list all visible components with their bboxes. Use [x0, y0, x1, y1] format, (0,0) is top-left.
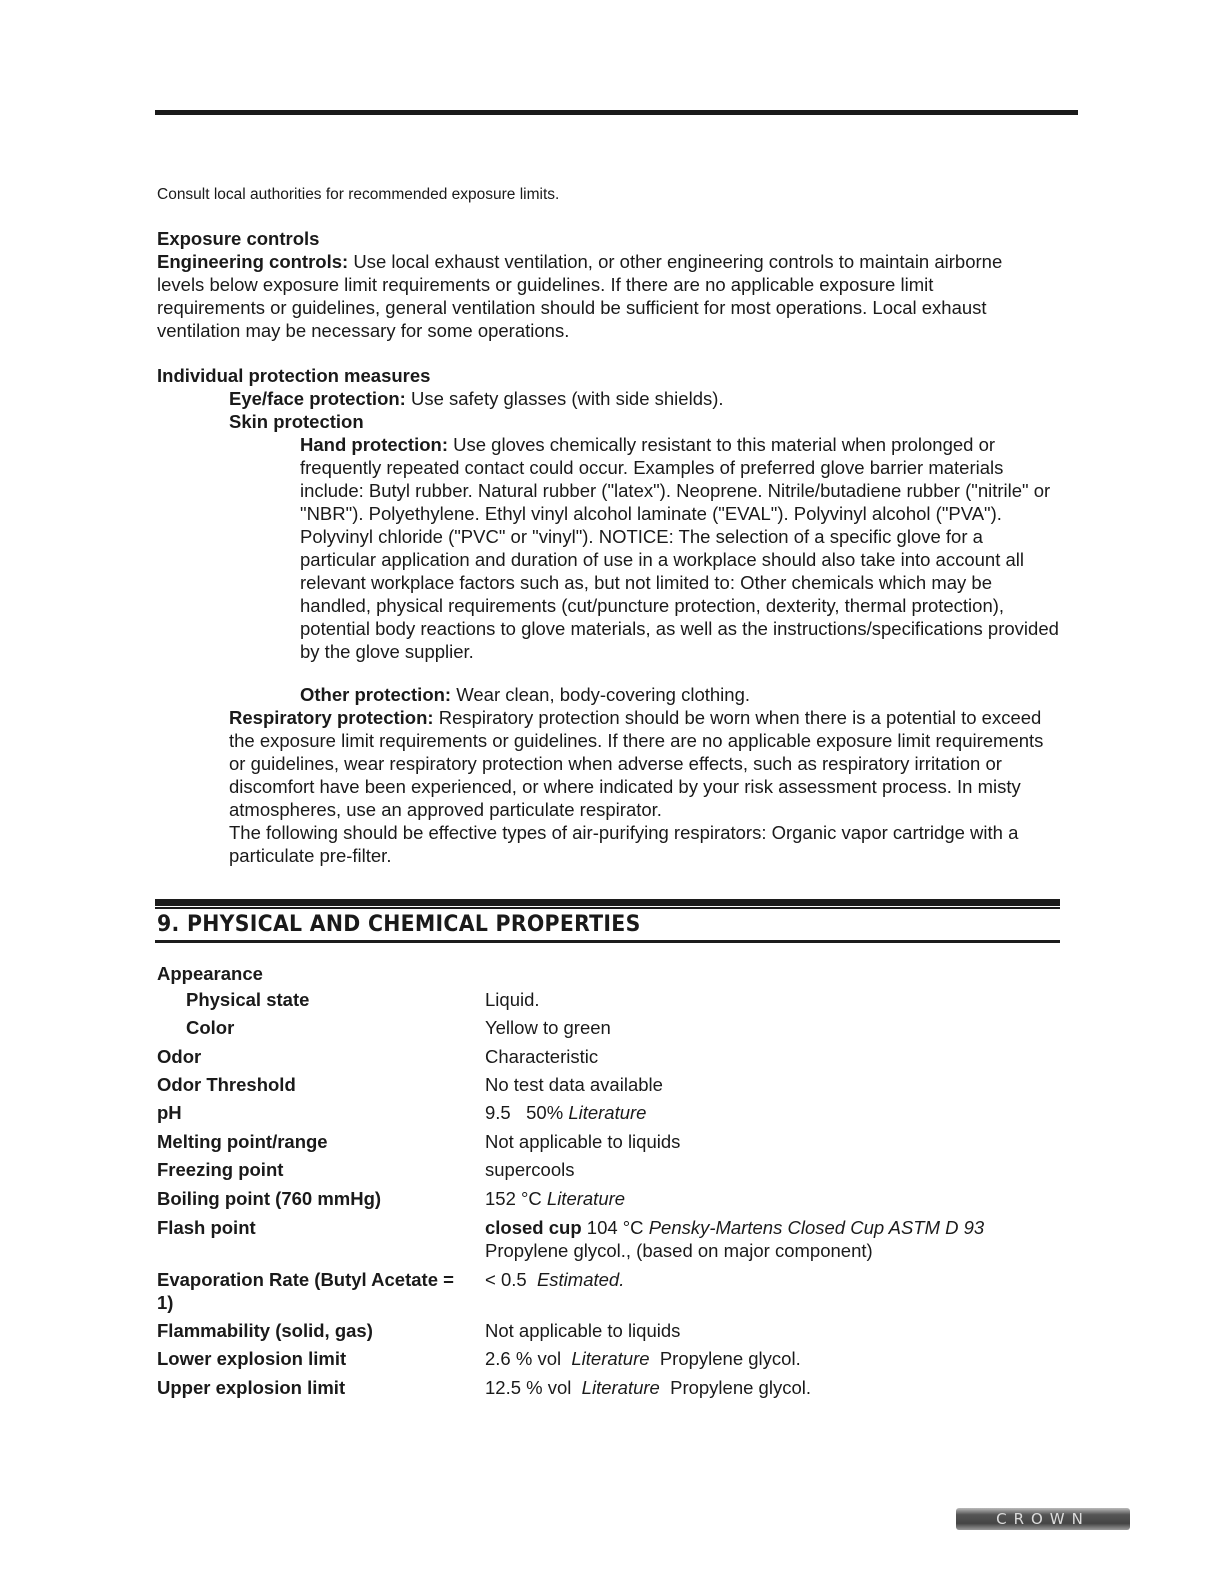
freezing-value: supercools [485, 1159, 575, 1180]
crown-logo-text: CROWN [996, 1510, 1090, 1528]
other-protection-label: Other protection: [300, 684, 452, 705]
respiratory-protection-text: Respiratory protection should be worn when there is a potential to exceed the exposure limit requirements or guidelines. If there are no applicable exposure limit requirements or guidelines, wear respiratory protection when adverse effects, such as respiratory irritation or discomfort have been experienced, or where indicated by your risk assessment process. In misty atmospheres, use an approved particulate respirator. [229, 707, 1044, 820]
skin-protection-heading: Skin protection [229, 411, 364, 432]
evaporation-source: Estimated. [536, 1269, 625, 1290]
freezing-label: Freezing point [157, 1159, 284, 1180]
flash-label: Flash point [157, 1217, 256, 1238]
respirator-types-text: The following should be effective types of air-purifying respirators: Organic vapor cartridge with a particulate pre-filter. [229, 822, 1019, 866]
section-9-title: 9. PHYSICAL AND CHEMICAL PROPERTIES [157, 912, 641, 937]
flash-method: closed cup [485, 1217, 582, 1238]
evaporation-label: Evaporation Rate (Butyl Acetate = 1) [157, 1269, 454, 1313]
melting-label: Melting point/range [157, 1131, 328, 1152]
odor-threshold-label: Odor Threshold [157, 1074, 296, 1095]
respiratory-protection-label: Respiratory protection: [229, 707, 434, 728]
uel-label: Upper explosion limit [157, 1377, 346, 1398]
section-rule-top [155, 899, 1060, 906]
flammability-label: Flammability (solid, gas) [157, 1320, 373, 1341]
boiling-value-wrap [485, 1187, 1085, 1210]
engineering-controls-text: Use local exhaust ventilation, or other engineering controls to maintain airborne levels below exposure limit requirements or guidelines. If there are no applicable exposure limit requirements or guidelines, general ventilation should be sufficient for most operations. Local exhaust ventilation may be necessary for some operations. [157, 251, 1003, 341]
flash-value-wrap [485, 1216, 1085, 1262]
uel-source: Literature [581, 1377, 660, 1398]
color-label: Color [186, 1017, 235, 1038]
eye-protection-text: Use safety glasses (with side shields). [405, 388, 724, 409]
section-rule-bottom [155, 940, 1060, 943]
ph-source: Literature [568, 1102, 647, 1123]
evaporation-value-wrap [485, 1268, 1085, 1291]
engineering-controls-paragraph [157, 250, 1037, 342]
lel-label: Lower explosion limit [157, 1348, 347, 1369]
flammability-value: Not applicable to liquids [485, 1320, 681, 1341]
exposure-controls-section [157, 227, 1037, 342]
physical-state-value: Liquid. [485, 989, 540, 1010]
ph-label: pH [157, 1102, 182, 1123]
boiling-source: Literature [546, 1188, 626, 1209]
hand-protection-label: Hand protection: [300, 434, 448, 455]
uel-value: 12.5 % vol [485, 1377, 582, 1398]
odor-value: Characteristic [485, 1046, 599, 1067]
other-protection-paragraph [300, 683, 1060, 706]
lel-value-wrap [485, 1347, 1085, 1370]
hand-protection-text: Use gloves chemically resistant to this material when prolonged or frequently repeated contact could occur. Examples of preferred glove barrier materials include: Butyl rubber. Natural rubber ("latex"). Neoprene. Nitrile/butadiene rubber ("nitrile" or "NBR"). Polyethylene. Ethyl vinyl alcohol laminate ("EVAL"). Polyvinyl alcohol ("PVA"). Polyvinyl chloride ("PVC" or "vinyl"). NOTICE: The selection of a specific glove for a particular application and duration of use in a workplace should also take into account all relevant workplace factors such as, but not limited to: Other chemicals which may be handled, physical requirements (cut/puncture protection, dexterity, thermal protection), potential body reactions to glove materials, as well as the instructions/specifications provided by the glove supplier. [300, 434, 1059, 662]
uel-value-wrap [485, 1376, 1085, 1399]
uel-note: Propylene glycol. [659, 1377, 811, 1398]
lel-note: Propylene glycol. [649, 1348, 801, 1369]
ph-value-wrap [485, 1101, 1085, 1124]
other-protection-text: Wear clean, body-covering clothing. [451, 684, 750, 705]
respiratory-protection-paragraph [229, 706, 1064, 867]
header-rule [155, 110, 1078, 115]
evaporation-value: < 0.5 [485, 1269, 537, 1290]
physical-state-label: Physical state [186, 989, 310, 1010]
appearance-label: Appearance [157, 963, 263, 984]
odor-threshold-value: No test data available [485, 1074, 663, 1095]
lel-source: Literature [571, 1348, 650, 1369]
melting-value: Not applicable to liquids [485, 1131, 681, 1152]
hand-protection-paragraph [300, 433, 1060, 663]
boiling-label: Boiling point (760 mmHg) [157, 1188, 382, 1209]
section-rule-top-thin [155, 907, 1060, 909]
color-value: Yellow to green [485, 1017, 611, 1038]
intro-text: Consult local authorities for recommended exposure limits. [157, 186, 560, 203]
exposure-controls-heading: Exposure controls [157, 228, 320, 249]
eye-protection-label: Eye/face protection: [229, 388, 406, 409]
engineering-controls-label: Engineering controls: [157, 251, 349, 272]
boiling-value: 152 °C [485, 1188, 547, 1209]
flash-note: Propylene glycol., (based on major component) [485, 1240, 873, 1261]
individual-protection-heading: Individual protection measures [157, 365, 431, 386]
lel-value: 2.6 % vol [485, 1348, 572, 1369]
crown-logo [956, 1508, 1130, 1530]
flash-source: Pensky-Martens Closed Cup ASTM D 93 [648, 1217, 985, 1238]
ph-value: 9.5 50% [485, 1102, 569, 1123]
odor-label: Odor [157, 1046, 202, 1067]
eye-protection-paragraph [229, 387, 1029, 410]
flash-value: 104 °C [581, 1217, 649, 1238]
